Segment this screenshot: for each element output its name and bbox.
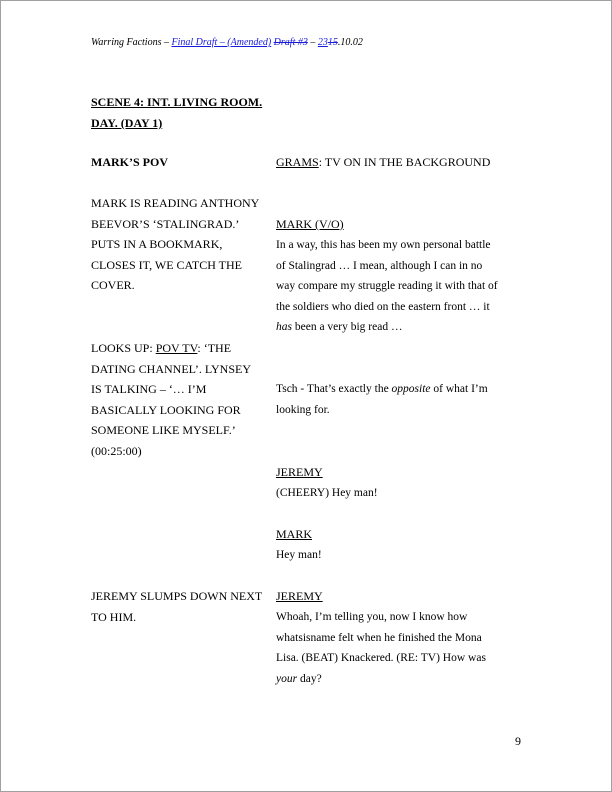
action-block-3: [91, 586, 271, 627]
header-date-tail: .10.02: [337, 37, 363, 48]
dialogue-line: In a way, this has been my own personal battle: [276, 239, 491, 251]
revision-deleted-draft: Draft #3: [273, 37, 308, 48]
scene-heading-line-1: SCENE 4: INT. LIVING ROOM.: [91, 95, 263, 109]
character-cue-mark-vo: MARK (V/O): [276, 217, 344, 231]
action-rest: : ‘THE: [197, 341, 232, 355]
dialogue-line: whatsisname felt when he finished the Mona: [276, 631, 482, 644]
action-block-2: [91, 338, 271, 461]
dialogue-line: Whoah, I’m telling you, now I know how: [276, 611, 468, 623]
page-number: 9: [515, 734, 521, 748]
header-title: Warring Factions –: [91, 37, 172, 48]
emphasis: your: [276, 672, 298, 685]
pov-tv-label: POV TV: [155, 341, 198, 355]
dialogue-block-2: [276, 379, 516, 420]
action-line: SOMEONE LIKE MYSELF.’: [91, 423, 236, 437]
action-line: DATING CHANNEL’. LYNSEY: [91, 361, 252, 376]
revision-deleted-date: 15: [327, 37, 338, 48]
action-line: BASICALLY LOOKING FOR: [91, 402, 241, 417]
scene-heading: [91, 92, 281, 134]
dialogue-pre: Tsch - That’s exactly the: [276, 383, 392, 395]
action-line: COVER.: [91, 278, 135, 292]
action-line: PUTS IN A BOOKMARK,: [91, 237, 223, 251]
dialogue-line: [276, 379, 516, 400]
grams-text: : TV ON IN THE BACKGROUND: [318, 155, 491, 169]
action-line: JEREMY SLUMPS DOWN NEXT: [91, 589, 263, 603]
header-dash: –: [307, 37, 318, 48]
action-line: (00:25:00): [91, 443, 142, 458]
dialogue-block-4: Hey man!: [276, 549, 322, 561]
dialogue-line: of Stalingrad … I mean, although I can in no: [276, 259, 483, 272]
action-line: TO HIM.: [91, 609, 137, 624]
dialogue-line: [276, 669, 516, 690]
action-line: CLOSES IT, WE CATCH THE: [91, 257, 243, 272]
dialogue-line: Lisa. (BEAT) Knackered. (RE: TV) How was: [276, 652, 486, 664]
action-prefix: LOOKS UP:: [91, 341, 156, 355]
emphasis: has: [276, 321, 292, 333]
action-line: IS TALKING – ‘… I’M: [91, 382, 207, 396]
emphasis: opposite: [391, 383, 431, 395]
dialogue-line: way compare my struggle reading it with that of: [276, 280, 498, 292]
revision-insert-date: 23: [317, 37, 328, 48]
character-cue-jeremy-2: JEREMY: [276, 589, 323, 603]
action-line: MARK IS READING ANTHONY: [91, 196, 260, 210]
scene-heading-line-2: DAY. (DAY 1): [91, 116, 163, 130]
revision-insert-final-draft: Final Draft – (Amended): [171, 37, 272, 48]
dialogue-line: looking for.: [276, 403, 330, 416]
dialogue-line: [276, 317, 516, 338]
page-header: [91, 37, 363, 48]
dialogue-tail: been a very big read …: [291, 321, 403, 333]
character-cue-jeremy: JEREMY: [276, 465, 323, 479]
dialogue-post: of what I’m: [430, 383, 488, 395]
grams-label: GRAMS: [276, 155, 319, 169]
dialogue-block-1: [276, 235, 516, 338]
pov-heading: MARK’S POV: [91, 155, 168, 169]
character-cue-mark: MARK: [276, 527, 313, 541]
dialogue-tail: day?: [297, 672, 322, 685]
action-line: [91, 338, 271, 359]
sound-cue: [276, 152, 516, 173]
dialogue-line: the soldiers who died on the eastern front … it: [276, 300, 490, 313]
dialogue-block-3: (CHEERY) Hey man!: [276, 487, 378, 499]
action-line: BEEVOR’S ‘STALINGRAD.’: [91, 216, 240, 231]
dialogue-block-5: [276, 607, 516, 689]
action-block-1: [91, 193, 271, 296]
